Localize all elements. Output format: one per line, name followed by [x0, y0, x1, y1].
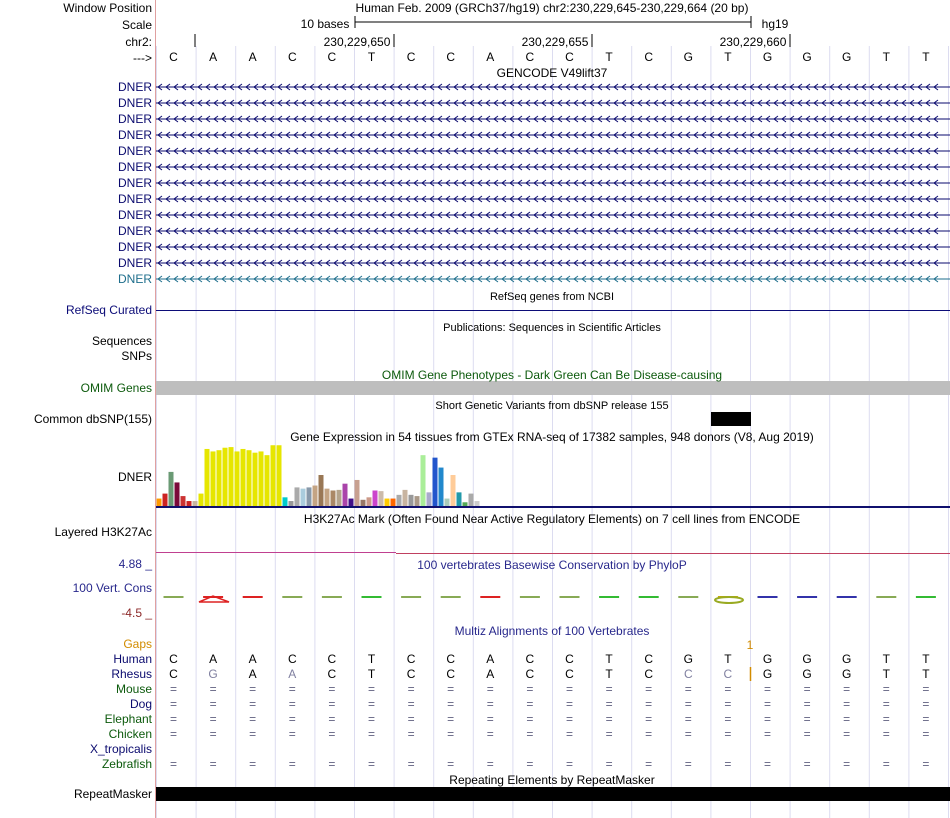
gtex-expression-bar: [253, 453, 258, 506]
alignment-base: C: [406, 667, 416, 681]
species-label[interactable]: Zebrafish: [101, 757, 152, 771]
base-letter: T: [367, 50, 376, 64]
alignment-base: C: [406, 652, 416, 666]
alignment-match-mark: =: [724, 727, 732, 741]
alignment-base: G: [802, 667, 812, 681]
base-letter: T: [882, 50, 890, 64]
gtex-expression-bar: [217, 450, 222, 506]
gtex-expression-bar: [343, 484, 348, 506]
alignment-base: T: [605, 652, 613, 666]
base-letter: G: [683, 50, 693, 64]
alignment-base: T: [605, 667, 613, 681]
species-label[interactable]: Human: [113, 652, 152, 666]
gtex-expression-bar: [361, 500, 366, 506]
alignment-match-mark: =: [645, 757, 653, 771]
base-letter: C: [565, 50, 574, 64]
alignment-base: A: [209, 652, 218, 666]
omim-track-label[interactable]: OMIM Genes: [80, 381, 152, 395]
alignment-match-mark: =: [605, 682, 613, 696]
alignment-match-mark: =: [684, 697, 692, 711]
alignment-match-mark: =: [288, 697, 296, 711]
alignment-base: T: [367, 667, 376, 681]
alignment-match-mark: =: [447, 697, 455, 711]
gtex-expression-bar: [391, 499, 396, 506]
alignment-match-mark: =: [209, 682, 217, 696]
alignment-base: C: [327, 652, 337, 666]
alignment-base: T: [922, 652, 930, 666]
alignment-match-mark: =: [169, 727, 178, 741]
scale-bases-text: 10 bases: [300, 17, 350, 31]
alignment-match-mark: =: [724, 757, 732, 771]
species-label[interactable]: X_tropicalis: [89, 742, 152, 756]
alignment-base: T: [724, 652, 732, 666]
species-label[interactable]: Dog: [129, 697, 152, 711]
alignment-match-mark: =: [328, 712, 336, 726]
base-letter: G: [842, 50, 852, 64]
alignment-match-mark: =: [486, 682, 494, 696]
alignment-match-mark: =: [447, 727, 455, 741]
gencode-gene-label[interactable]: DNER: [117, 144, 152, 158]
gtex-expression-bar: [289, 501, 294, 506]
dbsnp-track-label[interactable]: Common dbSNP(155): [33, 412, 152, 426]
alignment-match-mark: =: [565, 697, 574, 711]
alignment-base: C: [525, 667, 535, 681]
alignment-match-mark: =: [922, 727, 930, 741]
alignment-match-mark: =: [209, 727, 217, 741]
alignment-base: C: [565, 652, 574, 666]
alignment-match-mark: =: [684, 727, 692, 741]
gtex-expression-bar: [283, 497, 288, 506]
base-letter: C: [525, 50, 535, 64]
alignment-base: A: [486, 667, 495, 681]
alignment-match-mark: =: [407, 757, 415, 771]
h3k27ac-track-title: H3K27Ac Mark (Often Found Near Active Regulatory Elements) on 7 cell lines from ENCODE: [303, 512, 801, 526]
alignment-match-mark: =: [288, 757, 296, 771]
alignment-match-mark: =: [843, 682, 851, 696]
gencode-gene-label[interactable]: DNER: [117, 192, 152, 206]
alignment-match-mark: =: [209, 757, 217, 771]
publications-track-title: Publications: Sequences in Scientific Articles: [443, 322, 661, 334]
gtex-expression-bar: [331, 491, 336, 507]
species-label[interactable]: Chicken: [108, 727, 152, 741]
base-letter: G: [802, 50, 812, 64]
alignment-match-mark: =: [882, 682, 890, 696]
gtex-expression-bar: [337, 490, 342, 506]
alignment-match-mark: =: [328, 727, 336, 741]
alignment-match-mark: =: [328, 697, 336, 711]
alignment-match-mark: =: [605, 757, 613, 771]
alignment-base: G: [208, 667, 218, 681]
base-letter: A: [486, 50, 495, 64]
alignment-match-mark: =: [486, 727, 494, 741]
alignment-match-mark: =: [169, 712, 178, 726]
alignment-match-mark: =: [882, 697, 890, 711]
repeatmasker-track-title: Repeating Elements by RepeatMasker: [449, 773, 655, 787]
alignment-match-mark: =: [565, 757, 574, 771]
alignment-base: G: [842, 652, 852, 666]
gtex-expression-bar: [397, 495, 402, 506]
alignment-match-mark: =: [249, 682, 257, 696]
gtex-expression-bar: [235, 451, 240, 506]
gtex-expression-bar: [199, 494, 204, 506]
gtex-expression-bar: [403, 490, 408, 506]
alignment-match-mark: =: [209, 712, 217, 726]
gap-count-mark: 1: [746, 638, 754, 652]
alignment-base: T: [922, 667, 930, 681]
alignment-match-mark: =: [328, 682, 336, 696]
position-tick-label: 230,229,650: [323, 35, 391, 49]
base-letter: T: [922, 50, 930, 64]
gtex-expression-bar: [373, 491, 378, 507]
base-letter: T: [605, 50, 613, 64]
alignment-match-mark: =: [724, 697, 732, 711]
sequences-track-label[interactable]: Sequences: [91, 334, 152, 348]
alignment-match-mark: =: [724, 712, 732, 726]
gtex-expression-bar: [223, 448, 228, 506]
alignment-match-mark: =: [803, 727, 811, 741]
alignment-base: G: [762, 652, 773, 666]
gtex-expression-bar: [355, 480, 360, 506]
alignment-match-mark: =: [486, 697, 494, 711]
gencode-gene-label[interactable]: DNER: [117, 224, 152, 238]
base-letter: A: [248, 50, 257, 64]
alignment-match-mark: =: [605, 712, 613, 726]
alignment-match-mark: =: [288, 712, 296, 726]
alignment-match-mark: =: [645, 697, 653, 711]
phylop-min-label: -4.5 _: [121, 606, 152, 620]
gtex-expression-bar: [433, 458, 438, 506]
alignment-match-mark: =: [367, 712, 376, 726]
scale-db-text: hg19: [761, 17, 789, 31]
gtex-track-title: Gene Expression in 54 tissues from GTEx RNA-seq of 17382 samples, 948 donors (V8, Aug 2019): [290, 430, 814, 444]
gtex-expression-bar: [415, 496, 420, 506]
alignment-match-mark: =: [526, 757, 534, 771]
strand-label: --->: [133, 51, 152, 65]
gtex-expression-bar: [187, 501, 192, 506]
alignment-base: C: [565, 667, 574, 681]
alignment-match-mark: =: [407, 682, 415, 696]
alignment-match-mark: =: [922, 682, 930, 696]
alignment-base: T: [367, 652, 376, 666]
alignment-match-mark: =: [645, 682, 653, 696]
alignment-match-mark: =: [763, 712, 772, 726]
alignment-base: C: [287, 652, 297, 666]
base-letter: T: [724, 50, 732, 64]
gtex-expression-bar: [169, 472, 174, 506]
alignment-base: A: [248, 652, 257, 666]
gtex-expression-bar: [457, 492, 462, 506]
alignment-match-mark: =: [843, 712, 851, 726]
phylop-track-label[interactable]: 100 Vert. Cons: [72, 581, 152, 595]
alignment-match-mark: =: [249, 727, 257, 741]
gtex-expression-bar: [175, 482, 180, 506]
repeatmasker-track-label[interactable]: RepeatMasker: [73, 787, 152, 801]
alignment-match-mark: =: [882, 727, 890, 741]
gtex-expression-bar: [427, 492, 432, 506]
omim-track-title: OMIM Gene Phenotypes - Dark Green Can Be Disease-causing: [381, 368, 723, 382]
alignment-match-mark: =: [922, 712, 930, 726]
alignment-match-mark: =: [605, 697, 613, 711]
gtex-expression-bar: [271, 445, 276, 506]
species-label[interactable]: Mouse: [115, 682, 152, 696]
gencode-gene-label[interactable]: DNER: [117, 80, 152, 94]
alignment-match-mark: =: [684, 712, 692, 726]
gtex-expression-bar: [439, 468, 444, 506]
alignment-match-mark: =: [367, 757, 376, 771]
gtex-expression-bar: [463, 502, 468, 506]
base-letter: C: [169, 50, 178, 64]
gtex-expression-bar: [301, 489, 306, 506]
refseq-track-label[interactable]: RefSeq Curated: [65, 303, 152, 317]
alignment-match-mark: =: [328, 757, 336, 771]
phylop-max-label: 4.88 _: [118, 557, 152, 571]
gtex-expression-bar: [157, 499, 162, 506]
alignment-match-mark: =: [249, 757, 257, 771]
alignment-match-mark: =: [447, 712, 455, 726]
gtex-expression-bar: [325, 489, 330, 506]
position-tick-label: 230,229,655: [521, 35, 589, 49]
gencode-track-title: GENCODE V49lift37: [496, 66, 608, 80]
alignment-match-mark: =: [803, 697, 811, 711]
alignment-base: A: [486, 652, 495, 666]
alignment-match-mark: =: [486, 757, 494, 771]
alignment-match-mark: =: [486, 712, 494, 726]
base-letter: C: [644, 50, 654, 64]
gtex-expression-bar: [295, 487, 300, 506]
track-labels-column: [0, 0, 155, 818]
base-letter: G: [762, 50, 773, 64]
alignment-base: T: [882, 667, 890, 681]
gaps-label[interactable]: Gaps: [123, 637, 152, 651]
omim-gene-bar: [156, 381, 950, 395]
window-position-label: Window Position: [63, 1, 152, 15]
alignment-base: G: [802, 652, 812, 666]
gtex-expression-bar: [451, 475, 456, 506]
alignment-match-mark: =: [882, 757, 890, 771]
alignment-base: C: [723, 667, 733, 681]
gencode-gene-label[interactable]: DNER: [117, 160, 152, 174]
species-label[interactable]: Rhesus: [111, 667, 152, 681]
alignment-match-mark: =: [803, 682, 811, 696]
gtex-expression-bar: [259, 451, 264, 506]
alignment-base: T: [882, 652, 890, 666]
alignment-match-mark: =: [407, 697, 415, 711]
alignment-match-mark: =: [526, 697, 534, 711]
dbsnp-variant-block: [711, 412, 751, 426]
alignment-match-mark: =: [447, 682, 455, 696]
alignment-base: C: [644, 652, 654, 666]
alignment-match-mark: =: [288, 727, 296, 741]
gtex-expression-bar: [247, 450, 252, 506]
alignment-match-mark: =: [169, 682, 178, 696]
alignment-base: G: [842, 667, 852, 681]
base-letter: A: [209, 50, 218, 64]
alignment-match-mark: =: [763, 697, 772, 711]
gtex-expression-bar: [211, 451, 216, 506]
alignment-match-mark: =: [367, 697, 376, 711]
alignment-match-mark: =: [645, 727, 653, 741]
gencode-gene-label[interactable]: DNER: [117, 272, 152, 286]
alignment-match-mark: =: [367, 682, 376, 696]
dbsnp-track-title: Short Genetic Variants from dbSNP release 155: [435, 400, 669, 412]
alignment-match-mark: =: [605, 727, 613, 741]
alignment-match-mark: =: [407, 712, 415, 726]
alignment-base: C: [446, 667, 456, 681]
gencode-gene-label[interactable]: DNER: [117, 128, 152, 142]
gtex-gene-label[interactable]: DNER: [117, 470, 152, 484]
scale-label: Scale: [121, 18, 152, 32]
chr-label: chr2:: [125, 35, 152, 49]
gencode-gene-label[interactable]: DNER: [117, 176, 152, 190]
gtex-expression-bar: [445, 499, 450, 506]
base-letter: C: [446, 50, 456, 64]
gtex-expression-bar: [163, 494, 168, 506]
alignment-base: C: [327, 667, 337, 681]
position-tick-label: 230,229,660: [719, 35, 787, 49]
alignment-match-mark: =: [249, 712, 257, 726]
alignment-match-mark: =: [565, 682, 574, 696]
alignment-match-mark: =: [803, 712, 811, 726]
alignment-match-mark: =: [763, 682, 772, 696]
alignment-match-mark: =: [803, 757, 811, 771]
alignment-base: C: [644, 667, 654, 681]
phylop-dip-shape: [715, 597, 743, 603]
gencode-gene-label[interactable]: DNER: [117, 112, 152, 126]
gtex-expression-bar: [319, 475, 324, 506]
alignment-match-mark: =: [209, 697, 217, 711]
alignment-base: G: [762, 667, 773, 681]
gtex-expression-bar: [241, 449, 246, 506]
gtex-expression-bar: [181, 496, 186, 506]
gtex-expression-bar: [265, 455, 270, 506]
alignment-match-mark: =: [763, 727, 772, 741]
alignment-match-mark: =: [447, 757, 455, 771]
alignment-match-mark: =: [684, 757, 692, 771]
alignment-match-mark: =: [763, 757, 772, 771]
gtex-expression-bar: [469, 494, 474, 506]
gtex-expression-bar: [379, 491, 384, 506]
alignment-match-mark: =: [645, 712, 653, 726]
alignment-match-mark: =: [367, 727, 376, 741]
gtex-expression-bar: [313, 486, 318, 506]
alignment-match-mark: =: [843, 757, 851, 771]
alignment-base: C: [683, 667, 693, 681]
alignment-match-mark: =: [526, 712, 534, 726]
alignment-base: C: [446, 652, 456, 666]
gtex-expression-bar: [307, 487, 312, 506]
gtex-expression-bar: [205, 449, 210, 506]
alignment-match-mark: =: [922, 757, 930, 771]
gtex-expression-bar: [475, 501, 480, 506]
alignment-match-mark: =: [882, 712, 890, 726]
gtex-expression-bar: [385, 499, 390, 506]
alignment-base: C: [169, 667, 178, 681]
alignment-match-mark: =: [169, 757, 178, 771]
base-letter: C: [287, 50, 297, 64]
h3k27ac-track-label[interactable]: Layered H3K27Ac: [54, 525, 152, 539]
alignment-match-mark: =: [724, 682, 732, 696]
gtex-expression-bar: [421, 455, 426, 506]
alignment-match-mark: =: [565, 727, 574, 741]
alignment-match-mark: =: [843, 727, 851, 741]
phylop-track-title: 100 vertebrates Basewise Conservation by PhyloP: [417, 558, 687, 572]
alignment-match-mark: =: [684, 682, 692, 696]
alignment-match-mark: =: [843, 697, 851, 711]
alignment-match-mark: =: [249, 697, 257, 711]
gtex-expression-bar: [367, 497, 372, 506]
alignment-match-mark: =: [526, 682, 534, 696]
alignment-match-mark: =: [169, 697, 178, 711]
alignment-match-mark: =: [565, 712, 574, 726]
alignment-base: C: [525, 652, 535, 666]
repeatmasker-element-bar: [156, 787, 950, 801]
base-letter: C: [327, 50, 337, 64]
alignment-match-mark: =: [922, 697, 930, 711]
gtex-expression-bar: [409, 495, 414, 506]
snps-track-label[interactable]: SNPs: [121, 349, 152, 363]
multiz-track-title: Multiz Alignments of 100 Vertebrates: [454, 624, 650, 638]
base-letter: C: [406, 50, 416, 64]
alignment-base: A: [248, 667, 257, 681]
gtex-expression-bar: [229, 447, 234, 506]
alignment-base: C: [169, 652, 178, 666]
gtex-expression-bar: [277, 445, 282, 506]
gencode-gene-label[interactable]: DNER: [117, 96, 152, 110]
alignment-base: A: [288, 667, 297, 681]
refseq-track-title: RefSeq genes from NCBI: [489, 291, 615, 303]
gtex-expression-bar: [193, 501, 198, 506]
gencode-gene-label[interactable]: DNER: [117, 240, 152, 254]
gencode-gene-label[interactable]: DNER: [117, 208, 152, 222]
assembly-position-text: Human Feb. 2009 (GRCh37/hg19) chr2:230,229,645-230,229,664 (20 bp): [355, 1, 749, 15]
gtex-expression-bar: [349, 499, 354, 506]
alignment-match-mark: =: [407, 727, 415, 741]
alignment-match-mark: =: [526, 727, 534, 741]
alignment-base: G: [683, 652, 693, 666]
gencode-gene-label[interactable]: DNER: [117, 256, 152, 270]
alignment-match-mark: =: [288, 682, 296, 696]
species-label[interactable]: Elephant: [104, 712, 152, 726]
